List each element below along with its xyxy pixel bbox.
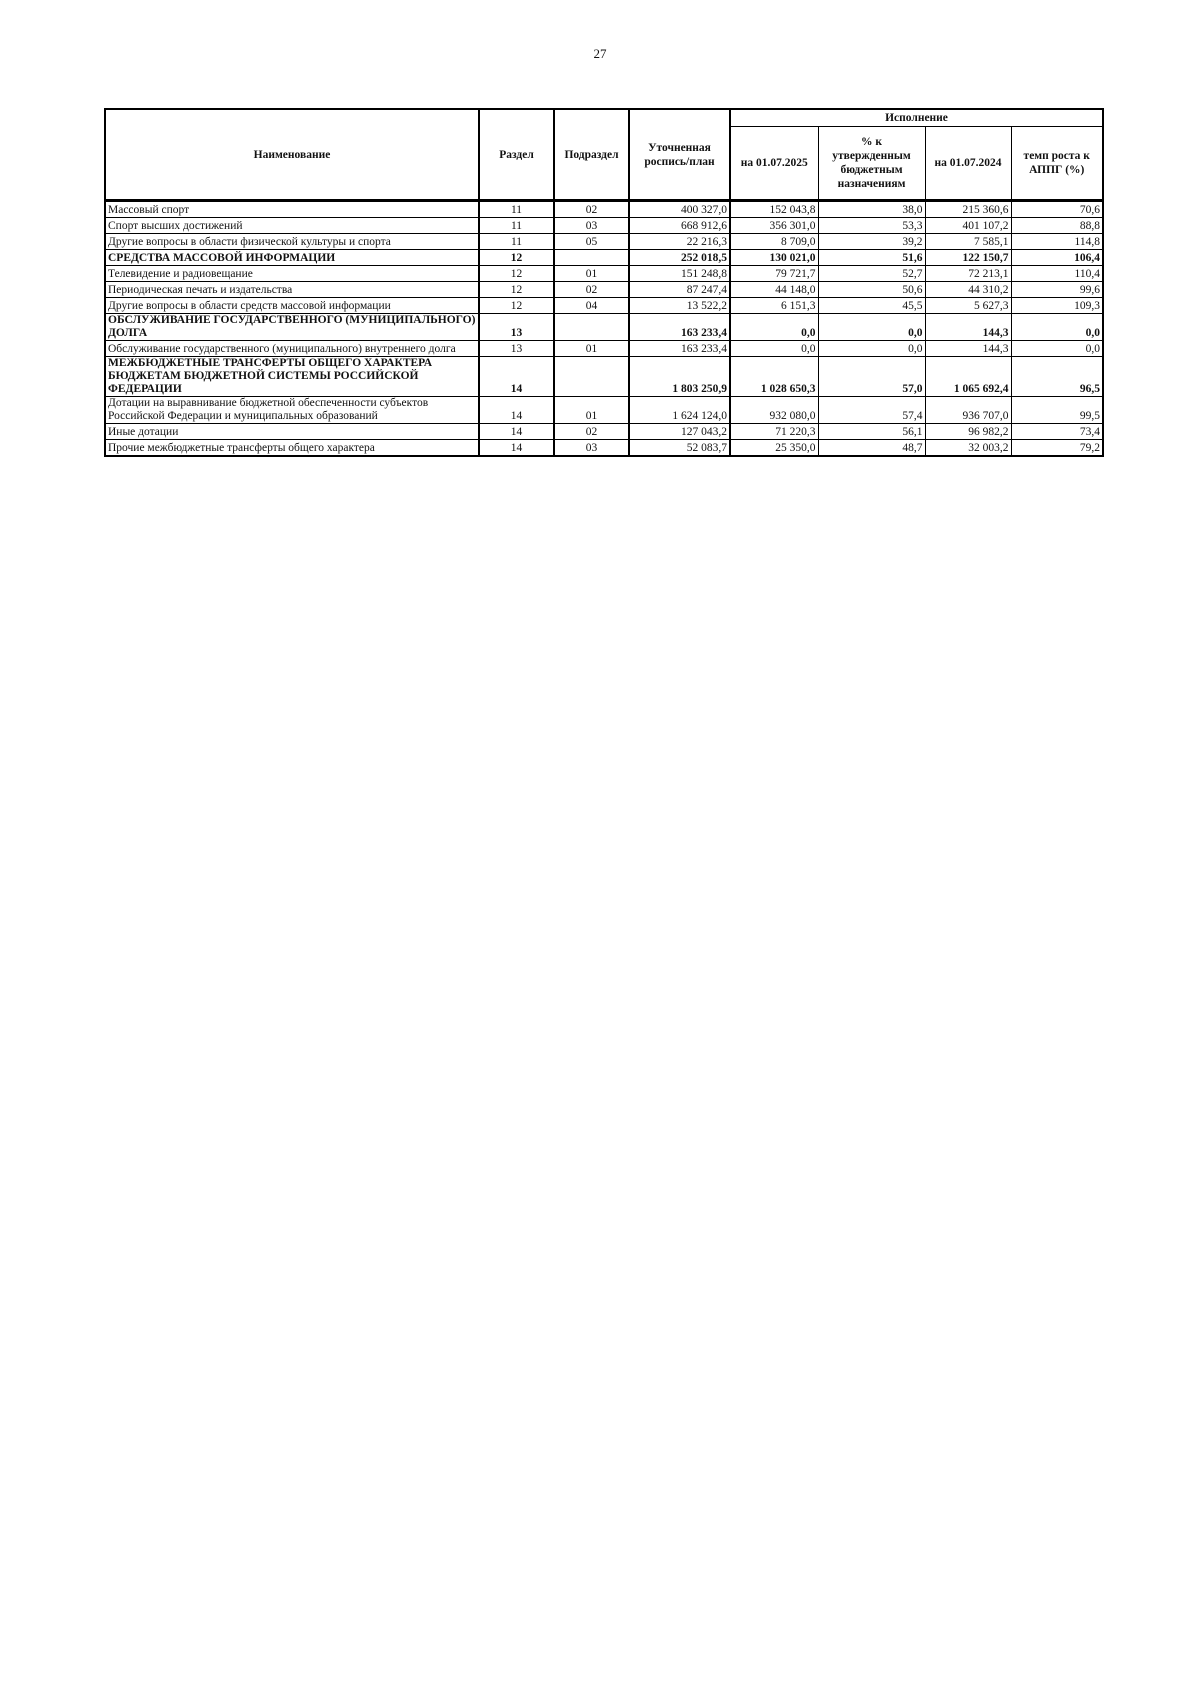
cell-name: Другие вопросы в области физической культуры и спорта bbox=[105, 234, 479, 250]
table-row bbox=[105, 218, 1103, 234]
table-row bbox=[105, 341, 1103, 357]
header-section: Раздел bbox=[479, 109, 554, 201]
table-header bbox=[105, 109, 1103, 201]
cell-exec-2024: 144,3 bbox=[925, 314, 1011, 341]
cell-percent: 52,7 bbox=[818, 266, 925, 282]
header-percent: % к утвержденным бюджетным назначениям bbox=[818, 127, 925, 201]
table-row bbox=[105, 298, 1103, 314]
cell-exec-2024: 32 003,2 bbox=[925, 440, 1011, 457]
cell-growth: 114,8 bbox=[1011, 234, 1103, 250]
cell-section: 14 bbox=[479, 357, 554, 397]
cell-name: Иные дотации bbox=[105, 424, 479, 440]
cell-percent: 45,5 bbox=[818, 298, 925, 314]
cell-plan: 13 522,2 bbox=[629, 298, 730, 314]
table-row-section bbox=[105, 314, 1103, 341]
cell-subsection: 02 bbox=[554, 424, 629, 440]
cell-section: 11 bbox=[479, 218, 554, 234]
cell-exec-2024: 44 310,2 bbox=[925, 282, 1011, 298]
cell-growth: 79,2 bbox=[1011, 440, 1103, 457]
cell-subsection: 02 bbox=[554, 282, 629, 298]
cell-exec-2025: 71 220,3 bbox=[730, 424, 818, 440]
cell-exec-2025: 152 043,8 bbox=[730, 201, 818, 218]
cell-growth: 110,4 bbox=[1011, 266, 1103, 282]
cell-plan: 252 018,5 bbox=[629, 250, 730, 266]
cell-exec-2024: 1 065 692,4 bbox=[925, 357, 1011, 397]
header-subsection: Подраздел bbox=[554, 109, 629, 201]
header-growth: темп роста к АППГ (%) bbox=[1011, 127, 1103, 201]
table-body bbox=[105, 201, 1103, 457]
cell-percent: 0,0 bbox=[818, 314, 925, 341]
table-row bbox=[105, 234, 1103, 250]
cell-section: 13 bbox=[479, 314, 554, 341]
cell-name: Периодическая печать и издательства bbox=[105, 282, 479, 298]
table-row-section bbox=[105, 250, 1103, 266]
cell-section: 12 bbox=[479, 298, 554, 314]
cell-exec-2025: 1 028 650,3 bbox=[730, 357, 818, 397]
cell-growth: 70,6 bbox=[1011, 201, 1103, 218]
cell-growth: 73,4 bbox=[1011, 424, 1103, 440]
cell-plan: 1 803 250,9 bbox=[629, 357, 730, 397]
cell-plan: 400 327,0 bbox=[629, 201, 730, 218]
cell-name: Прочие межбюджетные трансферты общего характера bbox=[105, 440, 479, 457]
cell-growth: 96,5 bbox=[1011, 357, 1103, 397]
cell-subsection bbox=[554, 314, 629, 341]
cell-exec-2025: 25 350,0 bbox=[730, 440, 818, 457]
cell-exec-2024: 122 150,7 bbox=[925, 250, 1011, 266]
header-name: Наименование bbox=[105, 109, 479, 201]
cell-name: Другие вопросы в области средств массовой информации bbox=[105, 298, 479, 314]
cell-exec-2025: 0,0 bbox=[730, 314, 818, 341]
cell-exec-2024: 936 707,0 bbox=[925, 397, 1011, 424]
cell-plan: 163 233,4 bbox=[629, 314, 730, 341]
cell-exec-2025: 932 080,0 bbox=[730, 397, 818, 424]
cell-growth: 109,3 bbox=[1011, 298, 1103, 314]
cell-name: Спорт высших достижений bbox=[105, 218, 479, 234]
cell-growth: 0,0 bbox=[1011, 314, 1103, 341]
cell-exec-2024: 144,3 bbox=[925, 341, 1011, 357]
cell-subsection bbox=[554, 250, 629, 266]
cell-subsection: 03 bbox=[554, 440, 629, 457]
cell-section: 11 bbox=[479, 201, 554, 218]
table-row bbox=[105, 397, 1103, 424]
cell-subsection: 02 bbox=[554, 201, 629, 218]
cell-percent: 53,3 bbox=[818, 218, 925, 234]
cell-section: 13 bbox=[479, 341, 554, 357]
header-exec-2025: на 01.07.2025 bbox=[730, 127, 818, 201]
cell-percent: 50,6 bbox=[818, 282, 925, 298]
cell-name: Массовый спорт bbox=[105, 201, 479, 218]
cell-exec-2025: 0,0 bbox=[730, 341, 818, 357]
cell-subsection: 03 bbox=[554, 218, 629, 234]
cell-section: 14 bbox=[479, 397, 554, 424]
cell-exec-2024: 72 213,1 bbox=[925, 266, 1011, 282]
cell-growth: 99,5 bbox=[1011, 397, 1103, 424]
cell-exec-2024: 96 982,2 bbox=[925, 424, 1011, 440]
cell-percent: 56,1 bbox=[818, 424, 925, 440]
header-execution-group: Исполнение bbox=[730, 109, 1103, 127]
table-row bbox=[105, 282, 1103, 298]
table-row bbox=[105, 424, 1103, 440]
cell-percent: 48,7 bbox=[818, 440, 925, 457]
cell-name: Обслуживание государственного (муниципального) внутреннего долга bbox=[105, 341, 479, 357]
cell-percent: 38,0 bbox=[818, 201, 925, 218]
cell-subsection: 05 bbox=[554, 234, 629, 250]
cell-name: Дотации на выравнивание бюджетной обеспеченности субъектов Российской Федерации и муниципальных образований bbox=[105, 397, 479, 424]
cell-name: МЕЖБЮДЖЕТНЫЕ ТРАНСФЕРТЫ ОБЩЕГО ХАРАКТЕРА БЮДЖЕТАМ БЮДЖЕТНОЙ СИСТЕМЫ РОССИЙСКОЙ ФЕДЕРАЦИИ bbox=[105, 357, 479, 397]
cell-section: 11 bbox=[479, 234, 554, 250]
table-row bbox=[105, 266, 1103, 282]
cell-exec-2025: 79 721,7 bbox=[730, 266, 818, 282]
cell-plan: 52 083,7 bbox=[629, 440, 730, 457]
cell-section: 14 bbox=[479, 440, 554, 457]
cell-exec-2024: 5 627,3 bbox=[925, 298, 1011, 314]
cell-subsection: 01 bbox=[554, 341, 629, 357]
table-row bbox=[105, 201, 1103, 218]
header-plan: Уточненная роспись/план bbox=[629, 109, 730, 201]
cell-growth: 88,8 bbox=[1011, 218, 1103, 234]
cell-plan: 127 043,2 bbox=[629, 424, 730, 440]
cell-percent: 0,0 bbox=[818, 341, 925, 357]
cell-exec-2025: 44 148,0 bbox=[730, 282, 818, 298]
cell-subsection bbox=[554, 357, 629, 397]
cell-exec-2024: 215 360,6 bbox=[925, 201, 1011, 218]
cell-percent: 39,2 bbox=[818, 234, 925, 250]
cell-plan: 22 216,3 bbox=[629, 234, 730, 250]
cell-subsection: 04 bbox=[554, 298, 629, 314]
cell-growth: 0,0 bbox=[1011, 341, 1103, 357]
cell-percent: 51,6 bbox=[818, 250, 925, 266]
cell-plan: 163 233,4 bbox=[629, 341, 730, 357]
cell-section: 12 bbox=[479, 266, 554, 282]
cell-exec-2024: 401 107,2 bbox=[925, 218, 1011, 234]
cell-exec-2025: 130 021,0 bbox=[730, 250, 818, 266]
cell-name: СРЕДСТВА МАССОВОЙ ИНФОРМАЦИИ bbox=[105, 250, 479, 266]
page-number: 27 bbox=[593, 46, 607, 61]
cell-section: 12 bbox=[479, 282, 554, 298]
cell-exec-2025: 8 709,0 bbox=[730, 234, 818, 250]
cell-exec-2025: 356 301,0 bbox=[730, 218, 818, 234]
budget-table bbox=[104, 108, 1104, 457]
cell-percent: 57,0 bbox=[818, 357, 925, 397]
table-row-section bbox=[105, 357, 1103, 397]
cell-name: Телевидение и радиовещание bbox=[105, 266, 479, 282]
cell-growth: 106,4 bbox=[1011, 250, 1103, 266]
cell-name: ОБСЛУЖИВАНИЕ ГОСУДАРСТВЕННОГО (МУНИЦИПАЛЬНОГО) ДОЛГА bbox=[105, 314, 479, 341]
cell-subsection: 01 bbox=[554, 266, 629, 282]
cell-exec-2025: 6 151,3 bbox=[730, 298, 818, 314]
cell-subsection: 01 bbox=[554, 397, 629, 424]
cell-section: 12 bbox=[479, 250, 554, 266]
cell-plan: 87 247,4 bbox=[629, 282, 730, 298]
header-exec-2024: на 01.07.2024 bbox=[925, 127, 1011, 201]
cell-plan: 151 248,8 bbox=[629, 266, 730, 282]
cell-percent: 57,4 bbox=[818, 397, 925, 424]
table-row bbox=[105, 440, 1103, 457]
cell-plan: 1 624 124,0 bbox=[629, 397, 730, 424]
cell-plan: 668 912,6 bbox=[629, 218, 730, 234]
cell-exec-2024: 7 585,1 bbox=[925, 234, 1011, 250]
cell-section: 14 bbox=[479, 424, 554, 440]
cell-growth: 99,6 bbox=[1011, 282, 1103, 298]
